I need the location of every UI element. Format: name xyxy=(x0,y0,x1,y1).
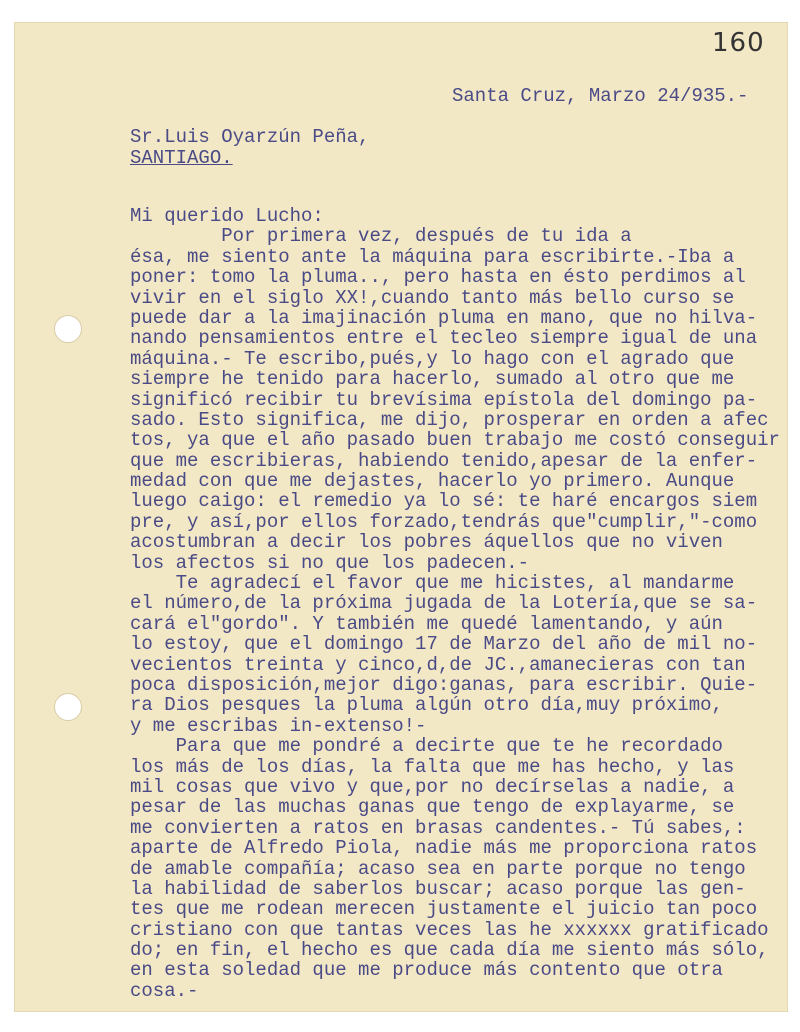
body-line: me convierten a ratos en brasas candentes.- Tú sabes,: xyxy=(130,816,746,839)
body-line: y me escribas in-extenso!- xyxy=(130,714,427,737)
body-line: Mi querido Lucho: xyxy=(130,205,324,227)
body-line: vecientos treinta y cinco,d,de JC.,amanecieras con tan xyxy=(130,653,746,676)
body-line: sado. Esto significa, me dijo, prosperar en orden a afec xyxy=(130,408,769,431)
body-line: en esta soledad que me produce más contento que otra xyxy=(130,959,723,982)
body-line: lo estoy, que el domingo 17 de Marzo del año de mil no- xyxy=(130,633,758,656)
body-line: los afectos si no que los padecen.- xyxy=(130,551,530,574)
body-line: tos, ya que el año pasado buen trabajo me costó conseguir xyxy=(130,429,780,452)
body-line: poner: tomo la pluma.., pero hasta en ésto perdimos al xyxy=(130,266,746,289)
body-line: significó recibir tu brevísima epístola del domingo pa- xyxy=(130,388,758,411)
body-line: aparte de Alfredo Piola, nadie más me proporciona ratos xyxy=(130,837,758,860)
punch-hole-bottom xyxy=(54,693,82,721)
body-line: Para que me pondré a decirte que te he recordado xyxy=(130,735,723,758)
body-line: puede dar a la imajinación pluma en mano, que no hilva- xyxy=(130,306,758,329)
body-line: pre, y así,por ellos forzado,tendrás que"cumplir,"-como xyxy=(130,510,758,533)
body-line: luego caigo: el remedio ya lo sé: te haré encargos siem xyxy=(130,490,758,513)
body-line: tes que me rodean merecen justamente el juicio tan poco xyxy=(130,898,758,921)
body-line: los más de los días, la falta que me has hecho, y las xyxy=(130,755,735,778)
body-line: ra Dios pesques la pluma algún otro día,muy próximo, xyxy=(130,694,723,717)
punch-hole-top xyxy=(54,315,82,343)
body-line: la habilidad de saberlos buscar; acaso porque las gen- xyxy=(130,877,746,900)
body-line: cará el"gordo". Y también me quedé lamentando, y aún xyxy=(130,612,723,635)
body-line: nando pensamientos entre el tecleo siempre igual de una xyxy=(130,327,758,350)
body-line: Por primera vez, después de tu ida a xyxy=(130,225,632,248)
body-line: máquina.- Te escribo,pués,y lo hago con el agrado que xyxy=(130,347,735,370)
city: SANTIAGO. xyxy=(130,147,233,169)
addressee: Sr.Luis Oyarzún Peña, xyxy=(130,126,370,148)
body-line: siempre he tenido para hacerlo, sumado al otro que me xyxy=(130,368,735,391)
date-line: Santa Cruz, Marzo 24/935.- xyxy=(452,85,749,107)
body-line: que me escribieras, habiendo tenido,apesar de la enfer- xyxy=(130,449,758,472)
body-line: cristiano con que tantas veces las he xxxxxx gratificado xyxy=(130,918,769,941)
body-line: de amable compañía; acaso sea en parte porque no tengo xyxy=(130,857,746,880)
body-line: Te agradecí el favor que me hicistes, al mandarme xyxy=(130,572,735,595)
body-line: acostumbran a decir los pobres áquellos que no viven xyxy=(130,531,723,554)
body-line: mil cosas que vivo y que,por no decírselas a nadie, a xyxy=(130,775,735,798)
body-line: medad con que me dejastes, hacerlo yo primero. Aunque xyxy=(130,470,735,493)
body-line: do; en fin, el hecho es que cada día me siento más sólo, xyxy=(130,939,769,962)
body-line: cosa.- xyxy=(130,979,199,1002)
body-line: el número,de la próxima jugada de la Lotería,que se sa- xyxy=(130,592,758,615)
body-line: ésa, me siento ante la máquina para escribirte.-Iba a xyxy=(130,245,735,268)
body-line: vivir en el siglo XX!,cuando tanto más bello curso se xyxy=(130,286,735,309)
letter-body xyxy=(130,206,780,1001)
body-line: poca disposición,mejor digo:ganas, para escribir. Quie- xyxy=(130,673,758,696)
body-line: pesar de las muchas ganas que tengo de explayarme, se xyxy=(130,796,735,819)
folio-number: 160 xyxy=(712,28,765,58)
